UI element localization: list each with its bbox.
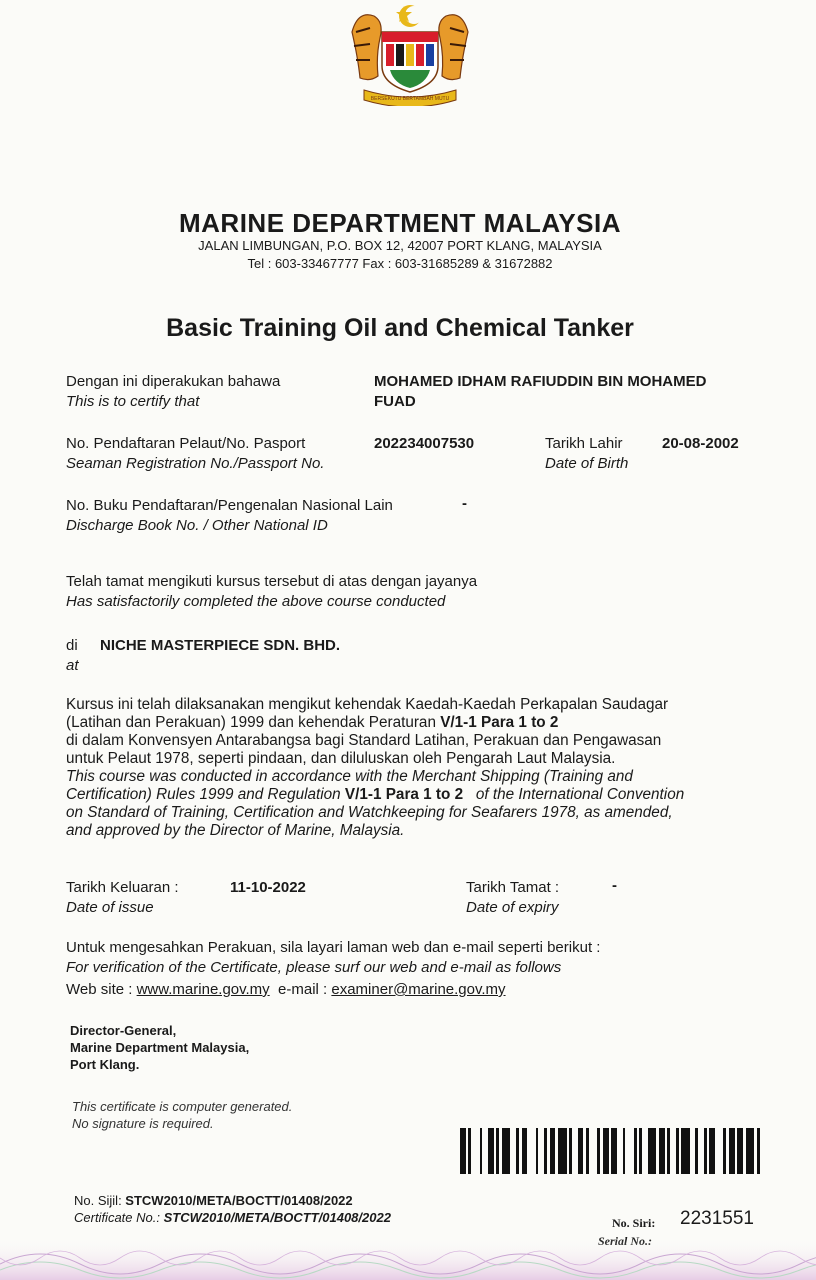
signatory-line2: Marine Department Malaysia, — [70, 1040, 250, 1055]
regulation-en-line1: This course was conducted in accordance with the Merchant Shipping (Training and — [66, 768, 633, 785]
expiry-label-en: Date of expiry — [466, 899, 559, 916]
regulation-ms-line2: (Latihan dan Perakuan) 1999 dan kehendak Peraturan V/1-1 Para 1 to 2 — [66, 714, 559, 731]
serial-value: 2231551 — [680, 1208, 754, 1229]
venue-value: NICHE MASTERPIECE SDN. BHD. — [100, 637, 341, 654]
certificate-value-ms: STCW2010/META/BOCTT/01408/2022 — [125, 1193, 353, 1208]
dob-label-ms: Tarikh Lahir — [545, 435, 623, 452]
serial-label-ms: No. Siri: — [612, 1216, 656, 1230]
email-link[interactable]: examiner@marine.gov.my — [331, 981, 506, 998]
computer-generated-note: This certificate is computer generated. No signature is required. — [72, 1099, 293, 1131]
signatory-line1: Director-General, — [70, 1023, 177, 1038]
verify-links: Web site : www.marine.gov.my e-mail : examiner@marine.gov.my — [66, 981, 506, 998]
barcode-bar — [715, 1128, 723, 1174]
coat-of-arms-emblem — [344, 2, 476, 106]
barcode-bar — [471, 1128, 479, 1174]
holder-name-line2: FUAD — [374, 393, 416, 410]
issue-value: 11-10-2022 — [230, 879, 306, 896]
discharge-label-en: Discharge Book No. / Other National ID — [66, 517, 328, 534]
barcode-bar — [625, 1128, 633, 1174]
certificate-label-ms: No. Sijil: — [74, 1193, 126, 1208]
venue-label-ms: di — [66, 637, 78, 654]
barcode-bar — [589, 1128, 597, 1174]
dob-value: 20-08-2002 — [662, 435, 739, 452]
regulation-ms-line4: untuk Pelaut 1978, seperti pindaan, dan diluluskan oleh Pengarah Laut Malaysia. — [66, 750, 616, 767]
seaman-label-en: Seaman Registration No./Passport No. — [66, 455, 325, 472]
issue-label-en: Date of issue — [66, 899, 154, 916]
expiry-label-ms: Tarikh Tamat : — [466, 879, 560, 896]
department-address: JALAN LIMBUNGAN, P.O. BOX 12, 42007 PORT KLANG, MALAYSIA — [198, 238, 602, 253]
barcode-bar — [681, 1128, 689, 1174]
barcode-bar — [558, 1128, 566, 1174]
department-contact: Tel : 603-33467777 Fax : 603-31685289 & 31672882 — [247, 256, 553, 271]
signatory-line3: Port Klang. — [70, 1057, 140, 1072]
seaman-label-ms: No. Pendaftaran Pelaut/No. Pasport — [66, 435, 306, 452]
regulation-ms-line3: di dalam Konvensyen Antarabangsa bagi Standard Latihan, Perakuan dan Pengawasan — [66, 732, 662, 749]
expiry-value: - — [612, 877, 617, 894]
verify-ms: Untuk mengesahkan Perakuan, sila layari laman web dan e-mail seperti berikut : — [66, 939, 601, 956]
emblem-motto: BERSEKUTU BERTAMBAH MUTU — [370, 96, 450, 102]
barcode-bar — [502, 1128, 510, 1174]
regulation-en-line4: and approved by the Director of Marine, Malaysia. — [66, 822, 405, 839]
discharge-label-ms: No. Buku Pendaftaran/Pengenalan Nasional Lain — [66, 497, 393, 514]
completed-en: Has satisfactorily completed the above course conducted — [66, 593, 446, 610]
course-title: Basic Training Oil and Chemical Tanker — [166, 314, 634, 342]
barcode-bar — [648, 1128, 656, 1174]
seaman-value: 202234007530 — [374, 435, 475, 452]
barcode-bar — [760, 1128, 766, 1174]
barcode-bar — [527, 1128, 535, 1174]
holder-name-line1: MOHAMED IDHAM RAFIUDDIN BIN MOHAMED — [374, 373, 707, 390]
discharge-value: - — [462, 495, 467, 512]
issue-label-ms: Tarikh Keluaran : — [66, 879, 179, 896]
regulation-en-line3: on Standard of Training, Certification and Watchkeeping for Seafarers 1978, as amended, — [66, 804, 673, 821]
barcode — [460, 1128, 766, 1174]
website-link[interactable]: www.marine.gov.my — [136, 981, 270, 998]
signatory-block — [70, 1022, 249, 1073]
regulation-paragraph — [66, 696, 752, 840]
department-title: MARINE DEPARTMENT MALAYSIA — [178, 208, 621, 238]
dob-label-en: Date of Birth — [545, 455, 629, 472]
regulation-ms-line1: Kursus ini telah dilaksanakan mengikut kehendak Kaedah-Kaedah Perkapalan Saudagar — [66, 696, 669, 713]
completed-ms: Telah tamat mengikuti kursus tersebut di atas dengan jayanya — [66, 573, 478, 590]
certify-label-en: This is to certify that — [66, 393, 200, 410]
certificate-label-en: Certificate No.: — [74, 1210, 164, 1225]
security-pattern-band — [0, 1218, 816, 1280]
verify-en: For verification of the Certificate, please surf our web and e-mail as follows — [66, 959, 562, 976]
barcode-bar — [746, 1128, 754, 1174]
certify-label-ms: Dengan ini diperakukan bahawa — [66, 373, 281, 390]
venue-label-en: at — [66, 657, 79, 674]
certificate-value-en: STCW2010/META/BOCTT/01408/2022 — [163, 1210, 391, 1225]
regulation-en-line2: Certification) Rules 1999 and Regulation V/1-1 Para 1 to 2 of the International Convention — [66, 786, 685, 803]
